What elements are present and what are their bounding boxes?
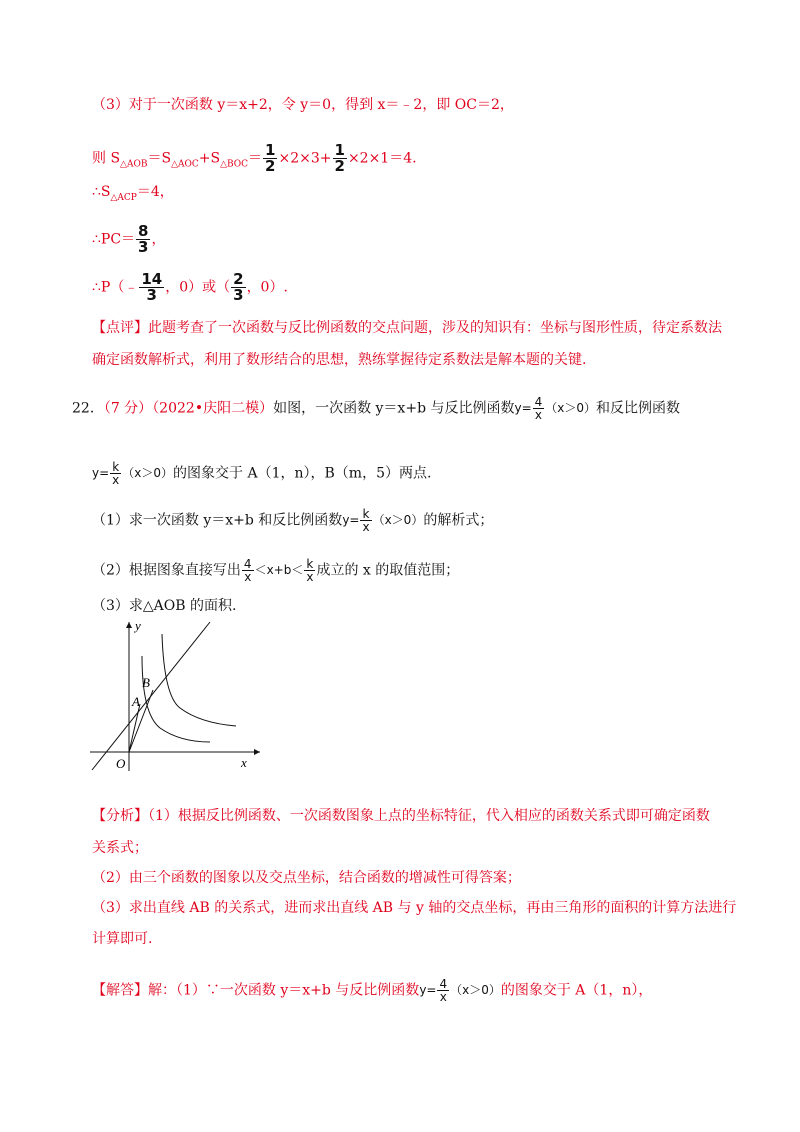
- half-fraction: $\frac{1}{2}$: [265, 141, 276, 175]
- comment-line2: 确定函数解析式，利用了数形结合的思想，熟练掌握待定系数法是解本题的关键.: [92, 352, 587, 368]
- q22-number: 22．: [72, 400, 104, 417]
- pc-fraction: $\frac{8}{3}$: [138, 222, 149, 256]
- inverse-func-kx: y= $\frac{k}{x}$ （x＞0）: [342, 507, 424, 534]
- part3-line1: （3）对于一次函数 y＝x+2，令 y＝0，得到 x＝﹣2，即 OC＝2，: [92, 97, 514, 113]
- part3-line2: 则 $S_{\triangle AOB}=S_{\triangle AOC}+S_{\triangle BOC}=$ $\frac{1}{2}$ ×2×3+ $\frac{1}{2}$ ×2×1＝4.: [92, 141, 417, 175]
- half-fraction: $\frac{1}{2}$: [334, 141, 345, 175]
- label-b: B: [142, 675, 150, 690]
- comment-line1: 【点评】此题考查了一次函数与反比例函数的交点问题，涉及的知识有：坐标与图形性质，待定系数法: [92, 320, 722, 336]
- curve-k-over-x: [162, 634, 236, 726]
- inverse-func-4x: y= $\frac{4}{x}$ （x＞0）: [419, 977, 501, 1004]
- part3-line5: ∴P（﹣ $\frac{14}{3}$ ，0）或（ $\frac{2}{3}$ ，0）.: [92, 270, 288, 304]
- analysis-line4: （3）求出直线 AB 的关系式，进而求出直线 AB 与 y 轴的交点坐标，再由三角形的面积的计算方法进行: [92, 900, 737, 916]
- analysis-tag: 【分析】: [92, 808, 148, 824]
- answer-tag: 【解答】: [92, 982, 148, 999]
- p2-fraction: $\frac{2}{3}$: [233, 270, 244, 304]
- comment-tag: 【点评】: [92, 320, 148, 336]
- label-x: x: [241, 755, 247, 770]
- inverse-func-4x: y= $\frac{4}{x}$ （x＞0）: [514, 395, 597, 422]
- q22-sub2: （2）根据图象直接写出 $\frac{4}{x}$ ＜x+b＜ $\frac{k}{x}$ 成立的 x 的取值范围；: [92, 557, 460, 584]
- inequality: $\frac{4}{x}$ ＜x+b＜ $\frac{k}{x}$: [243, 557, 314, 584]
- q22-sub3: （3）求△AOB 的面积.: [92, 598, 237, 614]
- inverse-func-kx: y= $\frac{k}{x}$ （x＞0）: [92, 460, 174, 487]
- answer-line1: 【解答】解：（1）∵一次函数 y＝x+b 与反比例函数y= $\frac{4}{x}$ （x＞0）的图象交于 A（1，n），: [92, 977, 653, 1004]
- analysis-line5: 计算即可.: [92, 931, 153, 947]
- p1-fraction: $\frac{14}{3}$: [141, 270, 163, 304]
- analysis-line2: 关系式；: [92, 840, 148, 856]
- analysis-line1: 【分析】（1）根据反比例函数、一次函数图象上点的坐标特征，代入相应的函数关系式即可确定函数: [92, 808, 710, 824]
- label-y: y: [135, 618, 141, 633]
- label-a: A: [132, 694, 140, 709]
- function-graph-figure: [80, 616, 270, 776]
- part3-line3: $\therefore S_{\triangle ACP}=4$，: [92, 184, 174, 203]
- curve-4-over-x: [142, 656, 210, 742]
- q22-line1: 22．（7 分）（2022•庆阳二模）如图，一次函数 y＝x+b 与反比例函数y= $\frac{4}{x}$ （x＞0）和反比例函数: [72, 395, 681, 422]
- q22-sub1: （1）求一次函数 y＝x+b 和反比例函数y= $\frac{k}{x}$ （x＞0）的解析式；: [92, 507, 494, 534]
- label-o: O: [116, 756, 126, 771]
- part3-line4: ∴PC＝ $\frac{8}{3}$ ，: [92, 222, 166, 256]
- q22-line2: y= $\frac{k}{x}$ （x＞0）的图象交于 A（1，n），B（m，5）两点.: [92, 460, 432, 487]
- analysis-line3: （2）由三个函数的图象以及交点坐标，结合函数的增减性可得答案；: [92, 870, 521, 886]
- q22-source: （2022•庆阳二模）: [152, 400, 274, 417]
- q22-score: （7 分）: [103, 400, 153, 417]
